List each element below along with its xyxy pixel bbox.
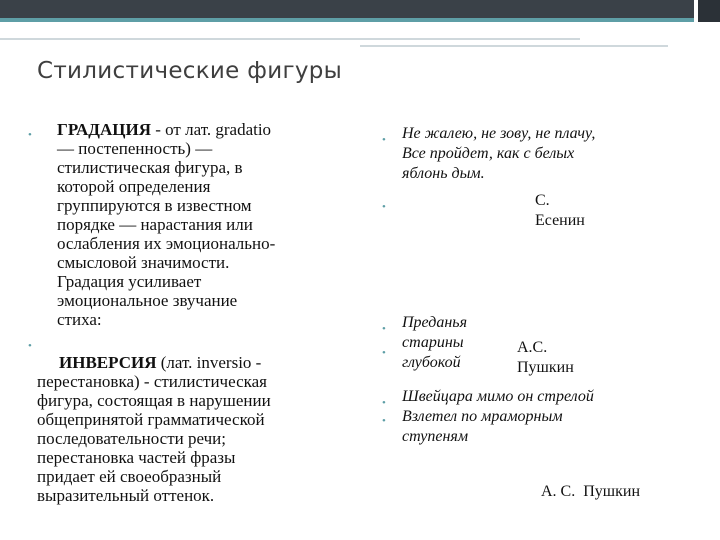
gradation-line: ослабления их эмоционально- (57, 234, 276, 253)
pushkin-quote-2 (382, 387, 702, 447)
gradation-term: ГРАДАЦИЯ (57, 120, 151, 139)
gradation-line: которой определения (57, 177, 211, 196)
gradation-line: смысловой значимости. (57, 253, 230, 272)
inversion-line: перестановка) - стилистическая (37, 372, 267, 391)
bullet-marker: • (382, 323, 386, 335)
bullet-marker: • (382, 415, 386, 427)
bullet-marker: • (382, 347, 386, 359)
inversion-line-1: ИНВЕРСИЯ (лат. inversio - (59, 353, 262, 372)
header-rule-2 (360, 45, 668, 47)
slide-title: Стилистические фигуры (37, 58, 343, 84)
quote-line: Взлетел по мраморным (402, 408, 563, 425)
inversion-line: выразительный оттенок. (37, 486, 215, 505)
bullet-marker: • (28, 129, 32, 141)
inversion-line: общепринятой грамматической (37, 410, 265, 429)
quote-line-wrap (382, 407, 702, 427)
top-dark-band (0, 0, 720, 18)
esenin-quote (402, 124, 702, 184)
quote-line: Все пройдет, как с белых (402, 145, 575, 162)
pushkin-quote-1: Преданья старины глубокой (402, 314, 468, 371)
gradation-line: — постепенность) — (57, 139, 213, 158)
quote-line: Швейцара мимо он стрелой (402, 388, 594, 405)
gradation-line: стиха: (57, 310, 102, 329)
inversion-line: фигура, состоящая в нарушении (37, 391, 271, 410)
top-decoration-bar (0, 0, 720, 22)
header-rule (0, 38, 580, 40)
pushkin-author-2: А. С. Пушкин (541, 483, 640, 500)
bullet-marker: • (382, 397, 386, 409)
gradation-line-1: ГРАДАЦИЯ - от лат. gradatio (57, 120, 272, 139)
bullet-marker: • (382, 134, 386, 146)
quote-line: яблонь дым. (402, 165, 485, 182)
gradation-line: группируются в известном (57, 196, 252, 215)
gradation-line: эмоциональное звучание (57, 291, 238, 310)
inversion-paragraph (37, 353, 357, 505)
bullet-marker: • (28, 340, 32, 352)
pushkin-author-1: А.С. Пушкин (517, 339, 574, 376)
inversion-line: последовательности речи; (37, 429, 226, 448)
gradation-line: стилистическая фигура, в (57, 158, 243, 177)
top-accent-band (0, 18, 720, 22)
inversion-term: ИНВЕРСИЯ (59, 353, 157, 372)
esenin-author: С. Есенин (535, 192, 585, 229)
inversion-line: перестановка частей фразы (37, 448, 236, 467)
gradation-paragraph (57, 120, 357, 329)
quote-line: Не жалею, не зову, не плачу, (402, 125, 596, 142)
top-corner-block (698, 0, 720, 22)
gradation-line: порядке — нарастания или (57, 215, 253, 234)
inversion-line: придает ей своеобразный (37, 467, 222, 486)
gradation-line: Градация усиливает (57, 272, 202, 291)
bullet-marker: • (382, 201, 386, 213)
quote-line: ступеням (402, 428, 469, 445)
